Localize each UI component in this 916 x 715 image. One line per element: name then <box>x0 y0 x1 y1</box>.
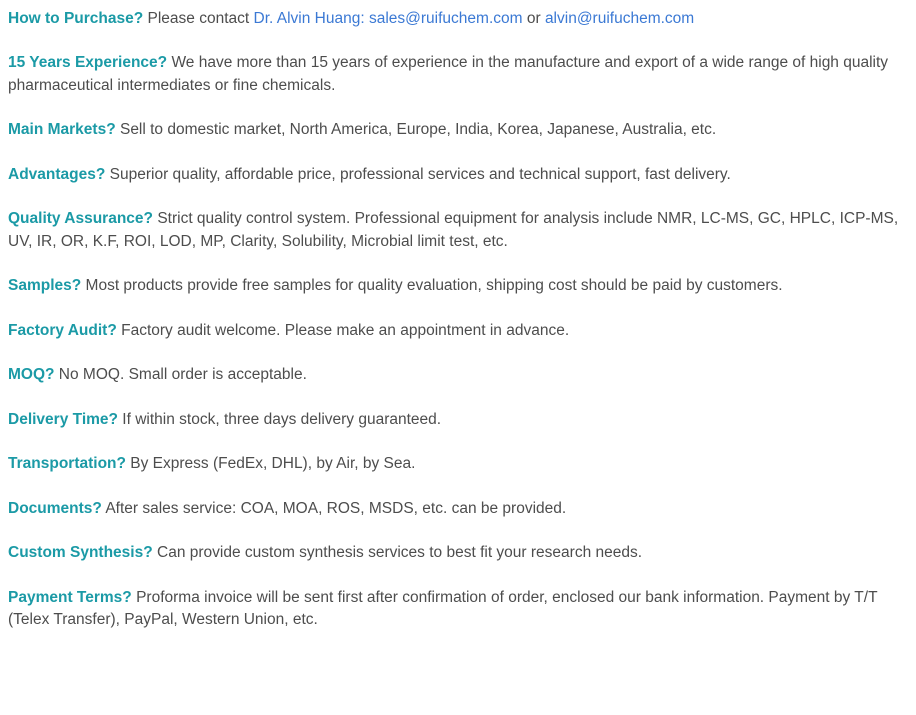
email-link-alvin[interactable]: alvin@ruifuchem.com <box>544 10 695 27</box>
faq-item-documents <box>8 498 906 520</box>
faq-answer-payment-terms: Proforma invoice will be sent first after confirmation of order, enclosed our bank information. Payment by T/T (Telex Transfer), PayPal, Western Union, etc. <box>8 588 878 629</box>
faq-answer-delivery-time: If within stock, three days delivery guaranteed. <box>118 410 442 428</box>
faq-question-main-markets: Main Markets? <box>8 121 116 139</box>
faq-question-documents: Documents? <box>8 499 102 517</box>
faq-item-years-experience <box>8 52 906 97</box>
faq-answer-custom-synthesis: Can provide custom synthesis services to best fit your research needs. <box>152 544 643 562</box>
faq-item-moq <box>8 364 906 386</box>
faq-question-custom-synthesis: Custom Synthesis? <box>8 544 153 562</box>
faq-question-samples: Samples? <box>8 277 82 295</box>
faq-item-quality-assurance <box>8 208 906 253</box>
faq-item-delivery-time <box>8 409 906 431</box>
faq-item-custom-synthesis <box>8 542 906 564</box>
faq-answer-samples: Most products provide free samples for quality evaluation, shipping cost should be paid by customers. <box>81 277 783 295</box>
faq-question-transportation: Transportation? <box>8 455 126 473</box>
faq-answer-main-markets: Sell to domestic market, North America, Europe, India, Korea, Japanese, Australia, etc. <box>115 121 717 139</box>
faq-answer-advantages: Superior quality, affordable price, professional services and technical support, fast delivery. <box>105 165 731 183</box>
faq-answer-moq: No MOQ. Small order is acceptable. <box>54 366 307 384</box>
faq-question-years-experience: 15 Years Experience? <box>8 54 168 72</box>
faq-answer-quality-assurance: Strict quality control system. Professional equipment for analysis include NMR, LC-MS, GC, HPLC, ICP-MS, UV, IR, OR, K.F, ROI, LOD, MP, Clarity, Solubility, Microbial limit test, etc. <box>8 210 899 250</box>
faq-item-factory-audit <box>8 320 906 342</box>
faq-item-advantages <box>8 164 906 186</box>
faq-answer-years-experience: We have more than 15 years of experience in the manufacture and export of a wide range of high quality pharmaceutical intermediates or fine chemicals. <box>8 54 889 94</box>
faq-question-quality-assurance: Quality Assurance? <box>8 210 154 228</box>
faq-question-moq: MOQ? <box>8 366 55 384</box>
faq-question-payment-terms: Payment Terms? <box>8 588 132 606</box>
faq-item-payment-terms <box>8 587 906 632</box>
faq-question-factory-audit: Factory Audit? <box>8 321 117 339</box>
faq-item-main-markets <box>8 119 906 141</box>
faq-item-transportation <box>8 453 906 475</box>
faq-item-how-to-purchase <box>8 8 906 30</box>
faq-item-samples <box>8 275 906 297</box>
email-link-sales[interactable]: sales@ruifuchem.com <box>368 10 523 27</box>
faq-answer-factory-audit: Factory audit welcome. Please make an appointment in advance. <box>116 321 570 339</box>
faq-answer-transportation: By Express (FedEx, DHL), by Air, by Sea. <box>125 455 416 473</box>
contact-person-name: Dr. Alvin Huang: <box>253 10 369 27</box>
faq-question-delivery-time: Delivery Time? <box>8 410 118 428</box>
faq-answer-how-to-purchase-prefix: Please contact <box>143 10 254 27</box>
faq-question-advantages: Advantages? <box>8 165 106 183</box>
email-conjunction: or <box>522 10 545 27</box>
faq-question-how-to-purchase: How to Purchase? <box>8 10 144 27</box>
faq-answer-documents: After sales service: COA, MOA, ROS, MSDS, etc. can be provided. <box>101 499 567 517</box>
